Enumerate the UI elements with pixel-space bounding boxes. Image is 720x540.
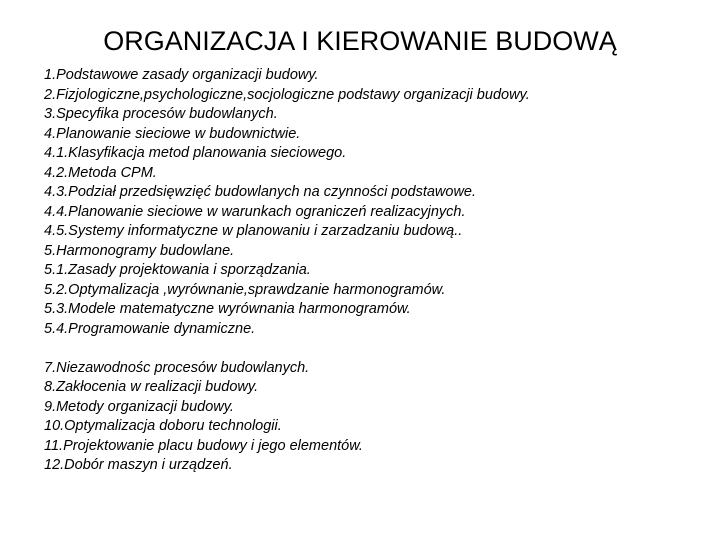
- topic-list: [44, 66, 530, 476]
- list-item: 4.4.Planowanie sieciowe w warunkach ograniczeń realizacyjnych.: [44, 203, 466, 220]
- list-item: 5.Harmonogramy budowlane.: [44, 242, 235, 259]
- list-item: 7.Niezawodnośc procesów budowlanych.: [44, 359, 310, 376]
- list-item: 1.Podstawowe zasady organizacji budowy.: [44, 67, 319, 83]
- list-item: 5.2.Optymalizacja ,wyrównanie,sprawdzanie harmonogramów.: [44, 281, 446, 298]
- slide-title: ORGANIZACJA I KIEROWANIE BUDOWĄ: [103, 26, 617, 56]
- list-item: 4.1.Klasyfikacja metod planowania sieciowego.: [44, 145, 347, 161]
- list-item: 12.Dobór maszyn i urządzeń.: [44, 457, 233, 473]
- list-item: 3.Specyfika procesów budowlanych.: [44, 106, 278, 122]
- list-item: 4.3.Podział przedsięwzięć budowlanych na czynności podstawowe.: [44, 184, 477, 200]
- list-item: 4.2.Metoda CPM.: [44, 164, 157, 181]
- list-item: 4.5.Systemy informatyczne w planowaniu i zarzadzaniu budową..: [44, 223, 463, 239]
- list-spacer: [44, 339, 530, 359]
- list-item: 2.Fizjologiczne,psychologiczne,socjologiczne podstawy organizacji budowy.: [44, 86, 530, 103]
- list-item: 11.Projektowanie placu budowy i jego elementów.: [44, 437, 363, 454]
- list-item: 8.Zakłocenia w realizacji budowy.: [44, 379, 259, 395]
- list-item: 5.4.Programowanie dynamiczne.: [44, 320, 256, 337]
- list-item: 10.Optymalizacja doboru technologii.: [44, 418, 282, 434]
- list-item: 5.1.Zasady projektowania i sporządzania.: [44, 262, 311, 278]
- list-item: 4.Planowanie sieciowe w budownictwie.: [44, 125, 301, 142]
- list-item: 5.3.Modele matematyczne wyrównania harmonogramów.: [44, 301, 411, 317]
- list-item: 9.Metody organizacji budowy.: [44, 398, 234, 415]
